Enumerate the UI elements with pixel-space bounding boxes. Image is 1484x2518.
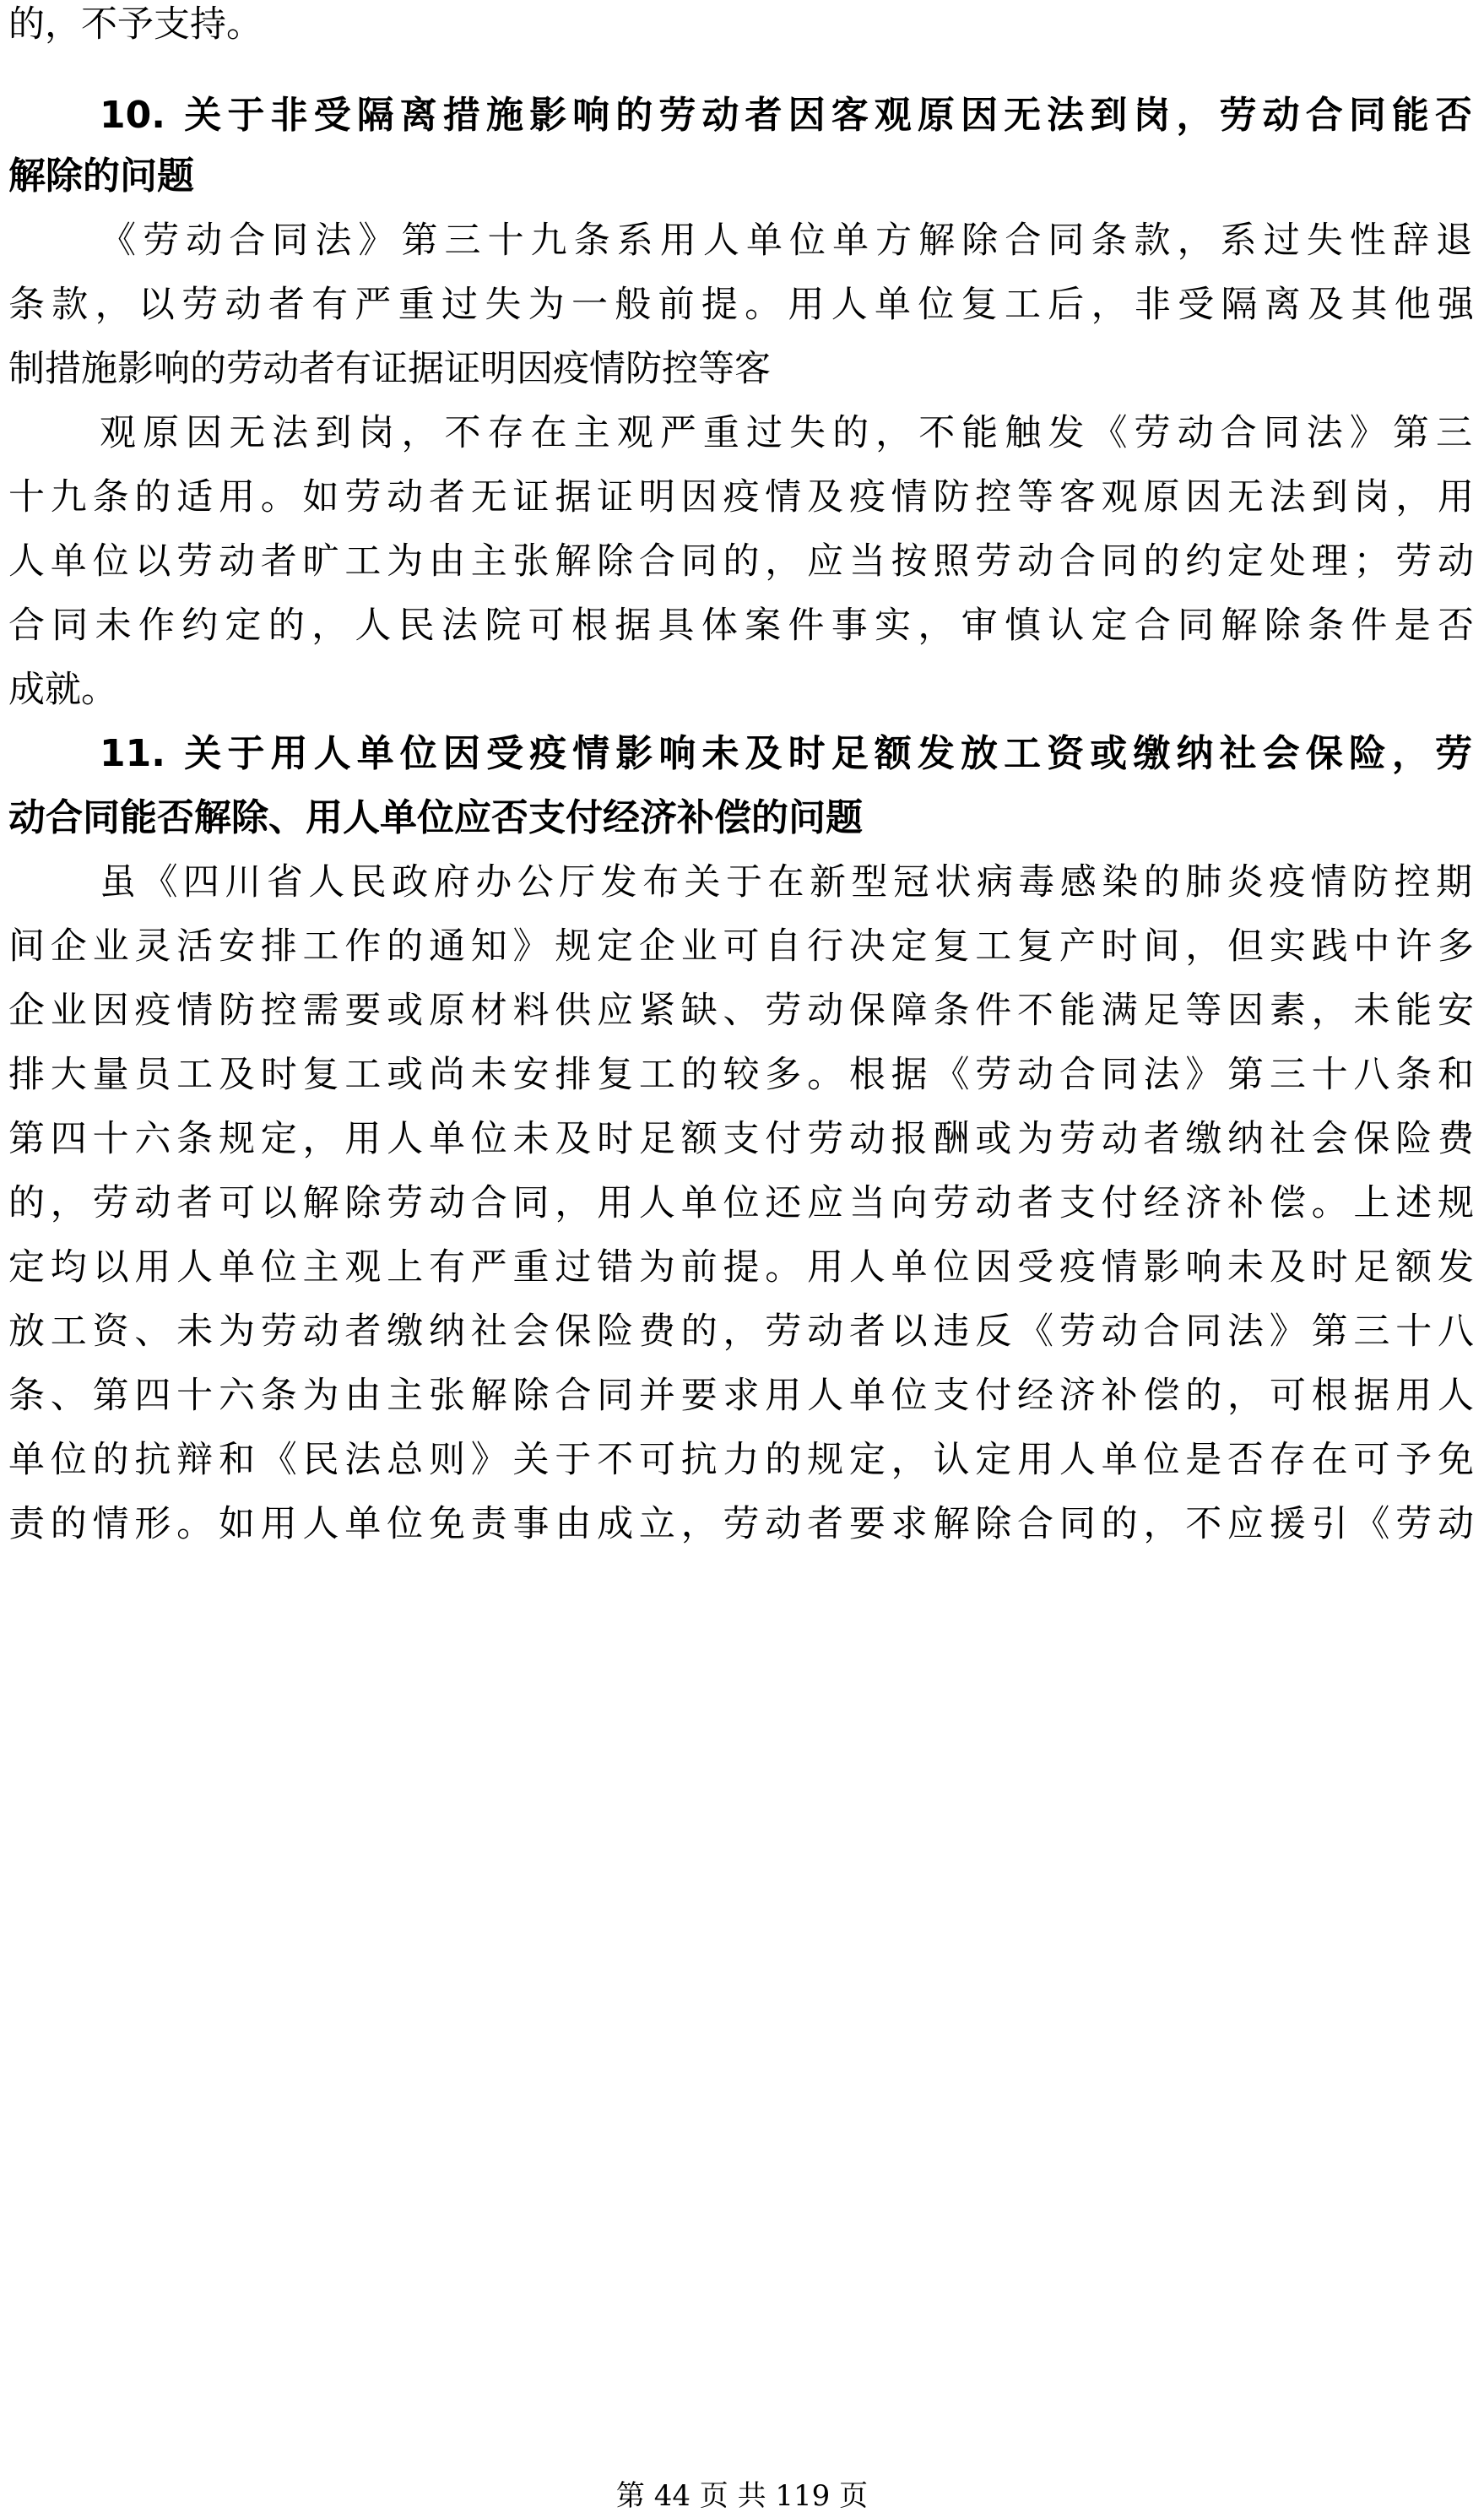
paragraph-line: 十九条的适用。如劳动者无证据证明因疫情及疫情防控等客观原因无法到岗，用 xyxy=(8,476,1474,518)
paragraph-line: 责的情形。如用人单位免责事由成立，劳动者要求解除合同的，不应援引《劳动 xyxy=(8,1503,1474,1545)
paragraph-line: 条款，以劳动者有严重过失为一般前提。用人单位复工后，非受隔离及其他强 xyxy=(8,284,1474,326)
paragraph-line: 的，劳动者可以解除劳动合同，用人单位还应当向劳动者支付经济补偿。上述规 xyxy=(8,1182,1474,1224)
paragraph-line: 虽《四川省人民政府办公厅发布关于在新型冠状病毒感染的肺炎疫情防控期 xyxy=(100,861,1472,904)
paragraph-line: 企业因疫情防控需要或原材料供应紧缺、劳动保障条件不能满足等因素，未能安 xyxy=(8,990,1474,1032)
section-heading-10-cont: 解除的问题 xyxy=(8,155,194,198)
paragraph-line: 观原因无法到岗，不存在主观严重过失的，不能触发《劳动合同法》第三 xyxy=(100,412,1472,454)
section-heading-11-cont: 动合同能否解除、用人单位应否支付经济补偿的问题 xyxy=(8,796,863,839)
paragraph-line: 制措施影响的劳动者有证据证明因疫情防控等客 xyxy=(8,348,771,390)
paragraph-line: 放工资、未为劳动者缴纳社会保险费的，劳动者以违反《劳动合同法》第三十八 xyxy=(8,1311,1474,1353)
paragraph-line: 单位的抗辩和《民法总则》关于不可抗力的规定，认定用人单位是否存在可予免 xyxy=(8,1439,1474,1481)
paragraph-line: 合同未作约定的，人民法院可根据具体案件事实，审慎认定合同解除条件是否 xyxy=(8,605,1474,647)
paragraph-line: 定均以用人单位主观上有严重过错为前提。用人单位因受疫情影响未及时足额发 xyxy=(8,1246,1474,1289)
page-number-footer: 第 44 页 共 119 页 xyxy=(615,2479,869,2513)
paragraph-line: 《劳动合同法》第三十九条系用人单位单方解除合同条款，系过失性辞退 xyxy=(100,220,1472,262)
paragraph-line: 人单位以劳动者旷工为由主张解除合同的，应当按照劳动合同的约定处理；劳动 xyxy=(8,540,1474,583)
paragraph-line: 条、第四十六条为由主张解除合同并要求用人单位支付经济补偿的，可根据用人 xyxy=(8,1375,1474,1417)
section-heading-11: 11. 关于用人单位因受疫情影响未及时足额发放工资或缴纳社会保险，劳 xyxy=(100,732,1472,775)
paragraph-line: 排大量员工及时复工或尚未安排复工的较多。根据《劳动合同法》第三十八条和 xyxy=(8,1054,1474,1096)
paragraph-line: 成就。 xyxy=(8,669,117,711)
paragraph-line: 第四十六条规定，用人单位未及时足额支付劳动报酬或为劳动者缴纳社会保险费 xyxy=(8,1118,1474,1160)
section-heading-10: 10. 关于非受隔离措施影响的劳动者因客观原因无法到岗，劳动合同能否 xyxy=(100,94,1472,137)
paragraph-line: 间企业灵活安排工作的通知》规定企业可自行决定复工复产时间，但实践中许多 xyxy=(8,925,1474,968)
text-line-continuation: 的，不予支持。 xyxy=(8,3,263,46)
